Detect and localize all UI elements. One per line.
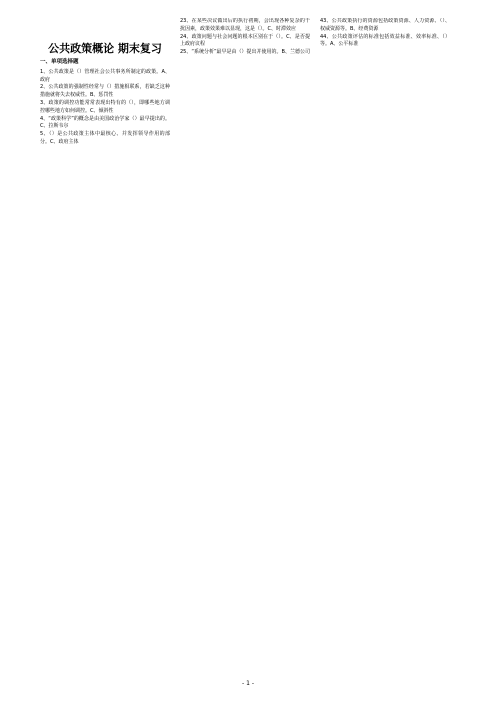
paragraph: 2、公共政策的强制性经常与（）措施相联系，若缺乏这种措施就将失去权威性。B、惩罚性 (40, 84, 170, 99)
section-heading: 一、单项选择题 (40, 59, 79, 65)
paragraph: 23、在某些决议做出后的执行初期，会出现各种复杂的干扰因素，政策效果难以显现，这是（）。C、时滞效应 (180, 18, 310, 32)
page-number: - 1 - (242, 680, 254, 687)
paragraph: 44、公共政策评估的标准包括效益标准、效率标准、（）等。A、公平标准 (320, 33, 450, 48)
text-column-2 (180, 18, 310, 668)
paragraph: 4、“政策科学”的概念是由美国政治学家（）最早提出的。C、拉斯韦尔 (40, 115, 170, 130)
paragraph: 1、公共政策是（）管理社会公共事务所制定的政策。A、政府 (40, 68, 170, 83)
paragraph: 43、公共政策执行的资源包括政策资源、人力资源、（）、权威资源等。B、经费资源 (320, 18, 450, 32)
page-title: 公共政策概论 期末复习 (48, 42, 162, 55)
paragraph: 25、“系统分析”最早是由（）提出并使用的。B、兰德公司 (180, 49, 310, 56)
text-column-3 (320, 18, 450, 668)
text-column-1 (40, 57, 170, 667)
paragraph: 3、政策的调控功能常常表现出特有的（），即哪些地方调控哪些地方如何调控。C、倾斜性 (40, 99, 170, 114)
paragraph: 24、政策问题与社会问题的根本区别在于（）。C、是否提上政府议程 (180, 33, 310, 48)
paragraph: 5、（）是公共政策主体中最核心、并发挥领导作用的部分。C、政府主体 (40, 131, 170, 145)
